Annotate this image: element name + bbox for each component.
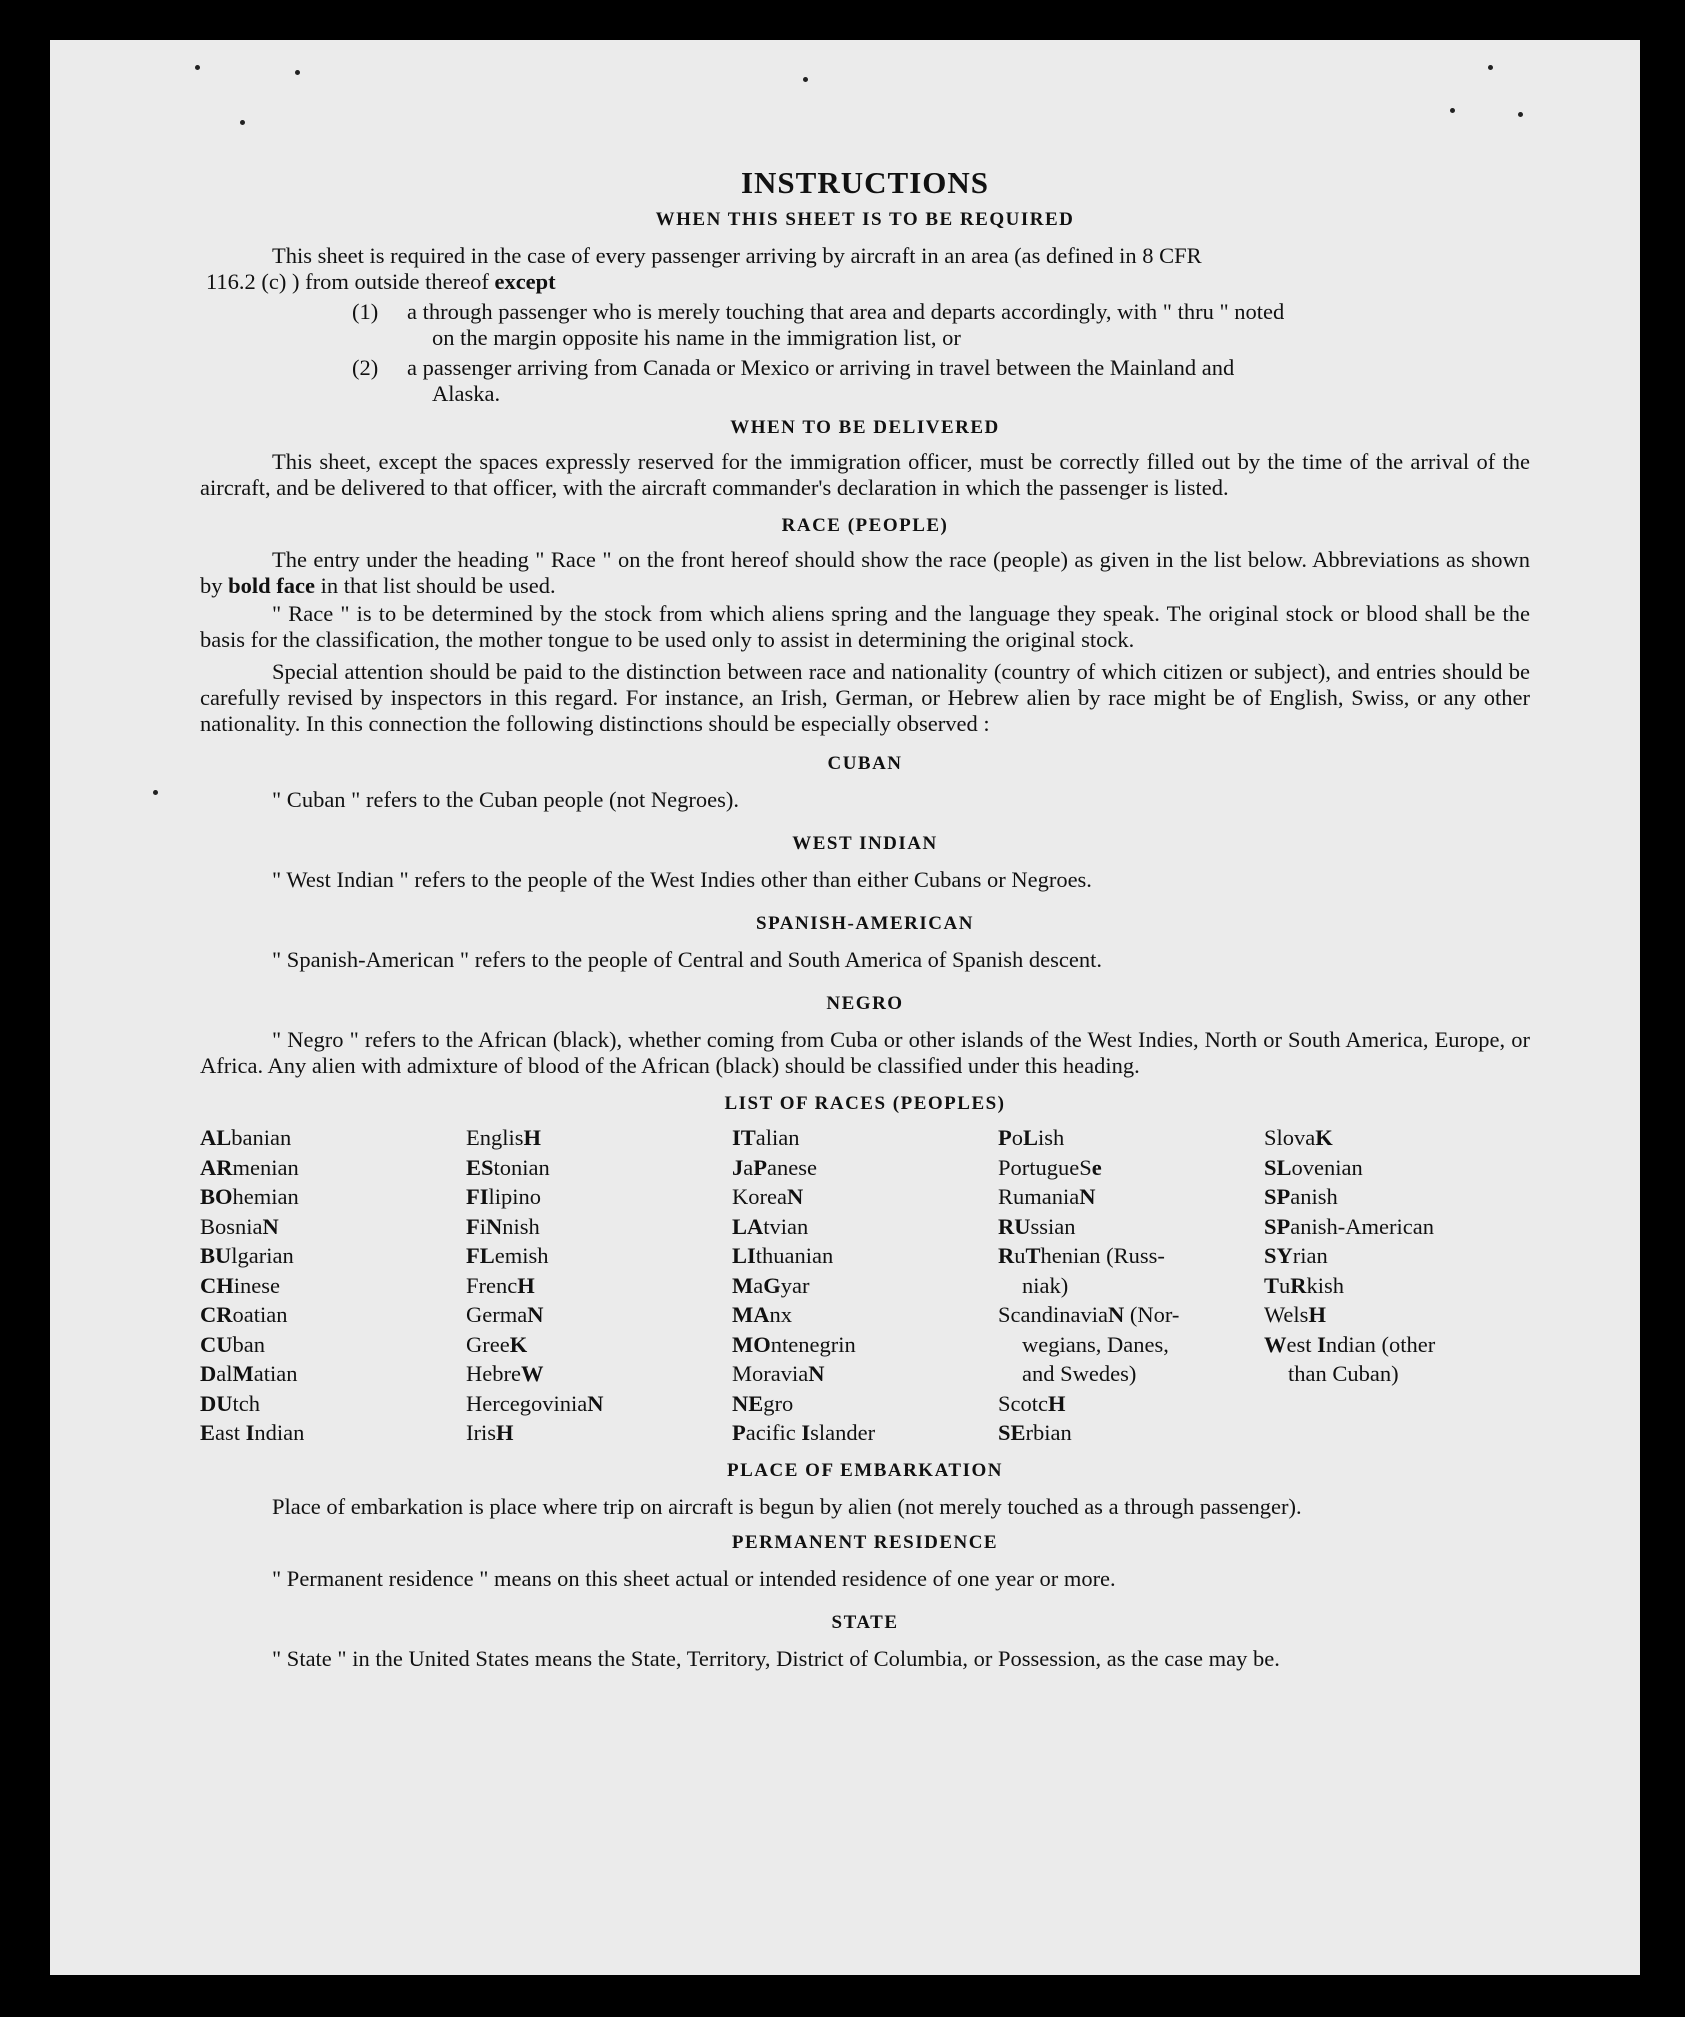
races-list <box>200 1123 1530 1448</box>
document-sheet <box>50 40 1640 1975</box>
race-entry: CRoatian <box>200 1302 288 1327</box>
scan-speck <box>1518 112 1523 117</box>
race-entry: SPanish <box>1264 1184 1338 1209</box>
scan-speck <box>803 77 808 82</box>
races-column <box>732 1123 998 1448</box>
race-entry: LIthuanian <box>732 1243 834 1268</box>
race-paragraph-3: Special attention should be paid to the distinction between race and nationality (country of which citizen or subject), and entries should be carefully revised by inspectors in this regard. For instance, an Irish, German, or Hebrew alien by race might be of English, Swiss, or any other nationality. In this connection the following distinctions should be especially observed : <box>200 659 1530 736</box>
place-of-embarkation-text: Place of embarkation is place where trip on aircraft is begun by alien (not merely touched as a through passenger). <box>272 1493 1302 1519</box>
exception-item-1: (1) a through passenger who is merely touching that area and departs accordingly, with " thru " noted on the margin opposite his name in the immigration list, or <box>352 299 1285 350</box>
race-entry: DalMatian <box>200 1361 298 1386</box>
when-required-intro-line1: This sheet is required in the case of every passenger arriving by aircraft in an area (as defined in 8 CFR <box>272 243 1202 268</box>
race-entry: ScandinaviaN (Nor- <box>998 1302 1180 1327</box>
race-entry: MAnx <box>732 1302 792 1327</box>
scan-speck <box>1488 65 1493 70</box>
state-text: " State " in the United States means the State, Territory, District of Columbia, or Possession, as the case may be. <box>272 1645 1280 1671</box>
race-entry: HercegoviniaN <box>466 1390 604 1416</box>
race-entry: than Cuban) <box>1288 1361 1399 1386</box>
race-entry: BUlgarian <box>200 1243 294 1268</box>
heading-spanish-american: SPANISH-AMERICAN <box>756 913 974 934</box>
race-entry: FLemish <box>466 1243 549 1268</box>
race-entry: ALbanian <box>200 1125 292 1150</box>
instructions-content <box>200 165 1530 1672</box>
page-title: INSTRUCTIONS <box>740 165 989 200</box>
heading-permanent-residence: PERMANENT RESIDENCE <box>731 1531 999 1553</box>
race-entry: SlovaK <box>1264 1125 1333 1150</box>
heading-negro: NEGRO <box>826 993 904 1014</box>
heading-list-of-races: LIST OF RACES (PEOPLES) <box>724 1093 1006 1114</box>
heading-place-of-embarkation: PLACE OF EMBARKATION <box>727 1459 1003 1481</box>
scan-speck <box>195 65 200 70</box>
spanish-american-text: " Spanish-American " refers to the people of Central and South America of Spanish descent. <box>272 947 1103 972</box>
race-entry: ScotcH <box>998 1390 1066 1416</box>
scan-speck <box>295 70 300 75</box>
race-entry: MoraviaN <box>732 1361 825 1386</box>
race-entry: BosniaN <box>200 1213 279 1239</box>
race-entry: WelsH <box>1264 1302 1326 1327</box>
race-entry: West Indian (other <box>1264 1331 1436 1357</box>
race-paragraph-2: " Race " is to be determined by the stock from which aliens spring and the language they speak. The original stock or blood shall be the basis for the classification, the mother tongue to be used only to assist in determining the original stock. <box>200 601 1530 652</box>
race-entry: SPanish-American <box>1264 1213 1434 1239</box>
race-entry: DUtch <box>200 1390 260 1416</box>
race-entry: RumaniaN <box>998 1184 1096 1209</box>
cuban-text: " Cuban " refers to the Cuban people (not Negroes). <box>272 787 739 812</box>
race-entry: SErbian <box>998 1420 1072 1445</box>
race-entry: Pacific Islander <box>732 1420 876 1445</box>
heading-cuban: CUBAN <box>827 753 903 774</box>
race-paragraph-1: The entry under the heading " Race " on the front hereof should show the race (people) as given in the list below. Abbreviations as shown by bold face in that list should be used. <box>200 547 1530 598</box>
race-entry: RUssian <box>998 1213 1076 1239</box>
race-entry: FIlipino <box>466 1184 542 1209</box>
scan-speck <box>1450 108 1455 113</box>
west-indian-text: " West Indian " refers to the people of the West Indies other than either Cubans or Negroes. <box>272 867 1092 892</box>
race-entry: KoreaN <box>732 1184 804 1209</box>
scan-speck <box>153 790 158 795</box>
race-entry: MOntenegrin <box>732 1331 856 1357</box>
scan-speck <box>240 120 245 125</box>
heading-when-delivered: WHEN TO BE DELIVERED <box>730 417 1000 438</box>
race-entry: EnglisH <box>466 1125 542 1150</box>
race-entry: FiNnish <box>466 1213 540 1239</box>
heading-when-required: WHEN THIS SHEET IS TO BE REQUIRED <box>655 209 1075 230</box>
race-entry: PoLish <box>998 1125 1065 1150</box>
race-entry: HebreW <box>466 1361 544 1386</box>
when-delivered-text: This sheet, except the spaces expressly reserved for the immigration officer, must be correctly filled out by the time of the arrival of the aircraft, and be delivered to that officer, with the aircraft commander's declaration in which the passenger is listed. <box>200 449 1530 500</box>
permanent-residence-text: " Permanent residence " means on this sheet actual or intended residence of one year or more. <box>272 1565 1116 1591</box>
negro-text: " Negro " refers to the African (black), whether coming from Cuba or other islands of the West Indies, North or South America, Europe, or Africa. Any alien with admixture of blood of the African (black) should be classified under this heading. <box>200 1027 1530 1078</box>
exception-item-2: (2) a passenger arriving from Canada or Mexico or arriving in travel between the Mainland and Alaska. <box>352 355 1235 406</box>
heading-west-indian: WEST INDIAN <box>792 833 938 854</box>
race-entry: ARmenian <box>200 1154 299 1180</box>
race-entry: EStonian <box>466 1154 550 1180</box>
races-column <box>466 1123 732 1448</box>
race-entry: MaGyar <box>732 1272 810 1298</box>
race-entry: SLovenian <box>1264 1154 1363 1180</box>
race-entry: ITalian <box>732 1125 800 1150</box>
race-entry: GermaN <box>466 1302 544 1327</box>
race-entry: GreeK <box>466 1331 528 1357</box>
race-entry: NEgro <box>732 1390 794 1416</box>
races-column <box>200 1123 466 1448</box>
race-entry: BOhemian <box>200 1184 299 1209</box>
race-entry: JaPanese <box>732 1154 817 1180</box>
race-entry: and Swedes) <box>1022 1361 1137 1386</box>
race-entry: TuRkish <box>1264 1272 1345 1298</box>
races-column <box>998 1123 1264 1448</box>
race-entry: RuThenian (Russ- <box>998 1243 1165 1268</box>
when-required-intro-line2: 116.2 (c) ) from outside thereof except <box>206 269 556 294</box>
race-entry: SYrian <box>1264 1243 1328 1268</box>
race-entry: IrisH <box>466 1420 514 1445</box>
race-entry: FrencH <box>466 1272 535 1298</box>
heading-race: RACE (PEOPLE) <box>781 515 949 536</box>
races-column <box>1264 1123 1530 1448</box>
race-entry: wegians, Danes, <box>1022 1331 1169 1357</box>
heading-state: STATE <box>831 1611 899 1633</box>
race-entry: LAtvian <box>732 1213 809 1239</box>
race-entry: CUban <box>200 1331 265 1357</box>
race-entry: niak) <box>1022 1272 1069 1298</box>
race-entry: CHinese <box>200 1272 280 1298</box>
race-entry: PortugueSe <box>998 1154 1102 1180</box>
race-entry: East Indian <box>200 1420 305 1445</box>
